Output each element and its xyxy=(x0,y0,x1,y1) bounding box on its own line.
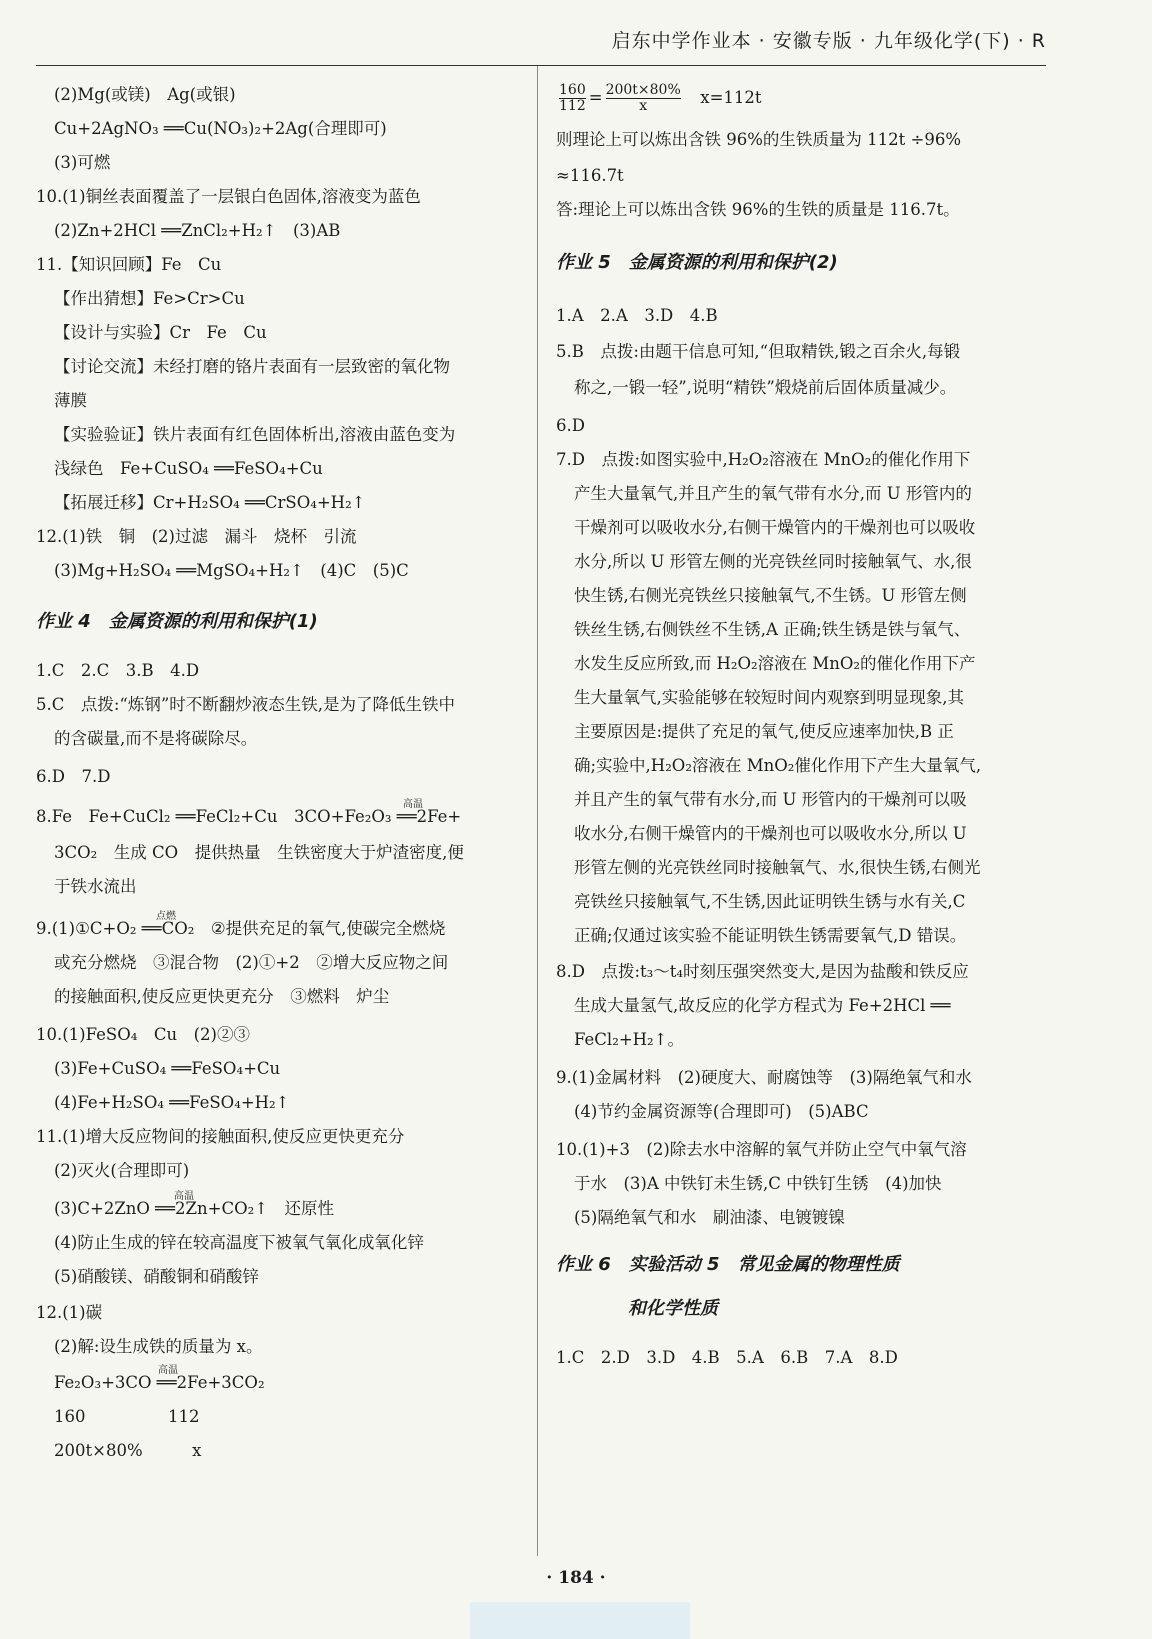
answer-line: 【讨论交流】未经打磨的铬片表面有一层致密的氧化物 xyxy=(54,357,450,376)
answer-line: 5.C 点拨:“炼钢”时不断翻炒液态生铁,是为了降低生铁中 xyxy=(36,695,456,714)
answer-line: 10.(1)FeSO₄ Cu (2)②③ xyxy=(36,1025,250,1044)
denominator: 112 xyxy=(559,98,586,114)
answer-line: 【实验验证】铁片表面有红色固体析出,溶液由蓝色变为 xyxy=(54,425,456,444)
answer-line: 薄膜 xyxy=(54,391,87,410)
answer-line: 1.C 2.D 3.D 4.B 5.A 6.B 7.A 8.D xyxy=(556,1348,898,1367)
answer-line: 1.C 2.C 3.B 4.D xyxy=(36,661,200,680)
answer-line: 6.D xyxy=(556,416,585,435)
answer-line: (3)可燃 xyxy=(54,153,111,172)
section-heading-6: 作业 6 实验活动 5 常见金属的物理性质 xyxy=(556,1254,900,1275)
answer-line: 7.D 点拨:如图实验中,H₂O₂溶液在 MnO₂的催化作用下 xyxy=(556,450,971,469)
answer-line: (4)防止生成的锌在较高温度下被氧气氧化成氧化锌 xyxy=(54,1233,424,1252)
answer-line: ≈116.7t xyxy=(556,166,624,185)
section-heading-4: 作业 4 金属资源的利用和保护(1) xyxy=(36,611,318,632)
answer-text: 9.(1)①C+O₂ ══CO₂ ②提供充足的氧气,使碳完全燃烧 xyxy=(36,919,446,938)
condition-label: 点燃 xyxy=(156,911,176,922)
answer-line: 9.(1)金属材料 (2)硬度大、耐腐蚀等 (3)隔绝氧气和水 xyxy=(556,1068,972,1087)
fraction-equation: $\frac{160}{112}$ = $\frac{200t\times 80\%}{x}$ x=112t xyxy=(559,82,762,114)
answer-line: 5.B 点拨:由题干信息可知,“但取精铁,锻之百余火,每锻 xyxy=(556,342,961,361)
section-heading-5: 作业 5 金属资源的利用和保护(2) xyxy=(556,252,838,273)
answer-line: 11.(1)增大反应物间的接触面积,使反应更快更充分 xyxy=(36,1127,405,1146)
answer-line: (2)Mg(或镁) Ag(或银) xyxy=(54,85,236,104)
answer-line: 的接触面积,使反应更快更充分 ③燃料 炉尘 xyxy=(54,987,390,1006)
answer-line: 于铁水流出 xyxy=(54,877,137,896)
column-divider xyxy=(537,66,538,1556)
answer-line: 12.(1)碳 xyxy=(36,1303,103,1322)
answer-line: 生大量氧气,实验能够在较短时间内观察到明显现象,其 xyxy=(574,688,964,707)
condition-label: 高温 xyxy=(403,799,423,810)
answer-text: Fe₂O₃+3CO ══2Fe+3CO₂ xyxy=(54,1373,265,1392)
answer-line: 主要原因是:提供了充足的氧气,使反应速率加快,B 正 xyxy=(574,722,954,741)
denominator: x xyxy=(639,98,648,114)
section-heading-6-cont: 和化学性质 xyxy=(628,1298,718,1319)
left-column xyxy=(36,80,526,1473)
answer-line: 【设计与实验】Cr Fe Cu xyxy=(54,323,267,342)
running-header: 启东中学作业本 · 安徽专版 · 九年级化学(下) · R xyxy=(611,30,1046,52)
answer-line: 亮铁丝只接触氧气,不生锈,因此证明铁生锈与水有关,C xyxy=(574,892,966,911)
condition-label: 高温 xyxy=(174,1191,194,1202)
answer-text: 8.Fe Fe+CuCl₂ ══FeCl₂+Cu 3CO+Fe₂O₃ ══2Fe+ xyxy=(36,807,462,826)
answer-line: 并且产生的氧气带有水分,而 U 形管内的干燥剂可以吸 xyxy=(574,790,967,809)
answer-text: x=112t xyxy=(700,88,762,107)
answer-line: 干燥剂可以吸收水分,右侧干燥管内的干燥剂也可以吸收 xyxy=(574,518,976,537)
scan-artifact xyxy=(470,1602,690,1639)
answer-line: 水分,所以 U 形管左侧的光亮铁丝同时接触氧气、水,很 xyxy=(574,552,972,571)
answer-line: 浅绿色 Fe+CuSO₄ ══FeSO₄+Cu xyxy=(54,459,323,478)
answer-line: 水发生反应所致,而 H₂O₂溶液在 MnO₂的催化作用下产 xyxy=(574,654,976,673)
answer-line: 10.(1)铜丝表面覆盖了一层银白色固体,溶液变为蓝色 xyxy=(36,187,421,206)
answer-line: (3)Fe+CuSO₄ ══FeSO₄+Cu xyxy=(54,1059,281,1078)
answer-line: (3)Mg+H₂SO₄ ══MgSO₄+H₂↑ (4)C (5)C xyxy=(54,561,409,580)
equation-line-high-temp xyxy=(36,1365,526,1405)
answer-line: 3CO₂ 生成 CO 提供热量 生铁密度大于炉渣密度,便 xyxy=(54,843,464,862)
fraction xyxy=(606,83,681,114)
answer-line: 【作出猜想】Fe>Cr>Cu xyxy=(54,289,245,308)
page-number: · 184 · xyxy=(546,1568,606,1588)
answer-line: (5)隔绝氧气和水 刷油漆、电镀镀镍 xyxy=(574,1208,845,1227)
equation-line-high-temp xyxy=(36,1191,526,1231)
answer-line: 确;实验中,H₂O₂溶液在 MnO₂催化作用下产生大量氧气, xyxy=(574,756,982,775)
answer-line: 6.D 7.D xyxy=(36,767,111,786)
answer-text: (3)C+2ZnO ══2Zn+CO₂↑ 还原性 xyxy=(54,1199,335,1218)
answer-line: (5)硝酸镁、硝酸铜和硝酸锌 xyxy=(54,1267,259,1286)
answer-line: 的含碳量,而不是将碳除尽。 xyxy=(54,729,258,748)
answer-line: 或充分燃烧 ③混合物 (2)①+2 ②增大反应物之间 xyxy=(54,953,449,972)
equation-line-ignite xyxy=(36,911,526,951)
answer-line: 称之,一锻一轻”,说明“精铁”煅烧前后固体质量减少。 xyxy=(574,378,957,397)
answer-line: 答:理论上可以炼出含铁 96%的生铁的质量是 116.7t。 xyxy=(556,200,960,219)
answer-line: (4)Fe+H₂SO₄ ══FeSO₄+H₂↑ xyxy=(54,1093,290,1112)
answer-line: (2)灭火(合理即可) xyxy=(54,1161,190,1180)
answer-line: 11.【知识回顾】Fe Cu xyxy=(36,255,222,274)
numerator: 160 xyxy=(559,82,586,98)
answer-line: 200t×80% x xyxy=(54,1441,202,1460)
answer-line: 于水 (3)A 中铁钉未生锈,C 中铁钉生锈 (4)加快 xyxy=(574,1174,942,1193)
equation-line-high-temp xyxy=(36,799,526,841)
answer-line: 快生锈,右侧光亮铁丝只接触氧气,不生锈。U 形管左侧 xyxy=(574,586,967,605)
condition-label: 高温 xyxy=(158,1365,178,1376)
answer-line: 正确;仅通过该实验不能证明铁生锈需要氧气,D 错误。 xyxy=(574,926,967,945)
answer-line: 则理论上可以炼出含铁 96%的生铁质量为 112t ÷96% xyxy=(556,130,962,149)
answer-line: Cu+2AgNO₃ ══Cu(NO₃)₂+2Ag(合理即可) xyxy=(54,119,387,138)
numerator: 200t×80% xyxy=(605,82,681,98)
answer-line: 形管左侧的光亮铁丝同时接触氧气、水,很快生锈,右侧光 xyxy=(574,858,981,877)
answer-line: 铁丝生锈,右侧铁丝不生锈,A 正确;铁生锈是铁与氧气、 xyxy=(574,620,971,639)
answer-line: 10.(1)+3 (2)除去水中溶解的氧气并防止空气中氧气溶 xyxy=(556,1140,967,1159)
fraction xyxy=(559,83,586,114)
answer-line: 1.A 2.A 3.D 4.B xyxy=(556,306,718,325)
answer-line: (4)节约金属资源等(合理即可) (5)ABC xyxy=(574,1102,869,1121)
right-column xyxy=(556,80,1056,1380)
answer-line: (2)Zn+2HCl ══ZnCl₂+H₂↑ (3)AB xyxy=(54,221,341,240)
answer-line: 产生大量氧气,并且产生的氧气带有水分,而 U 形管内的 xyxy=(574,484,972,503)
answer-line: 生成大量氢气,故反应的化学方程式为 Fe+2HCl ══ xyxy=(574,996,951,1015)
answer-line: 12.(1)铁 铜 (2)过滤 漏斗 烧杯 引流 xyxy=(36,527,357,546)
header-rule xyxy=(36,65,1046,66)
answer-line: FeCl₂+H₂↑。 xyxy=(574,1030,684,1049)
answer-line: 【拓展迁移】Cr+H₂SO₄ ══CrSO₄+H₂↑ xyxy=(54,493,366,512)
answer-line: (2)解:设生成铁的质量为 x。 xyxy=(54,1337,263,1356)
answer-line: 160 112 xyxy=(54,1407,200,1426)
answer-line: 8.D 点拨:t₃～t₄时刻压强突然变大,是因为盐酸和铁反应 xyxy=(556,962,969,981)
answer-line: 收水分,右侧干燥管内的干燥剂也可以吸收水分,所以 U xyxy=(574,824,967,843)
